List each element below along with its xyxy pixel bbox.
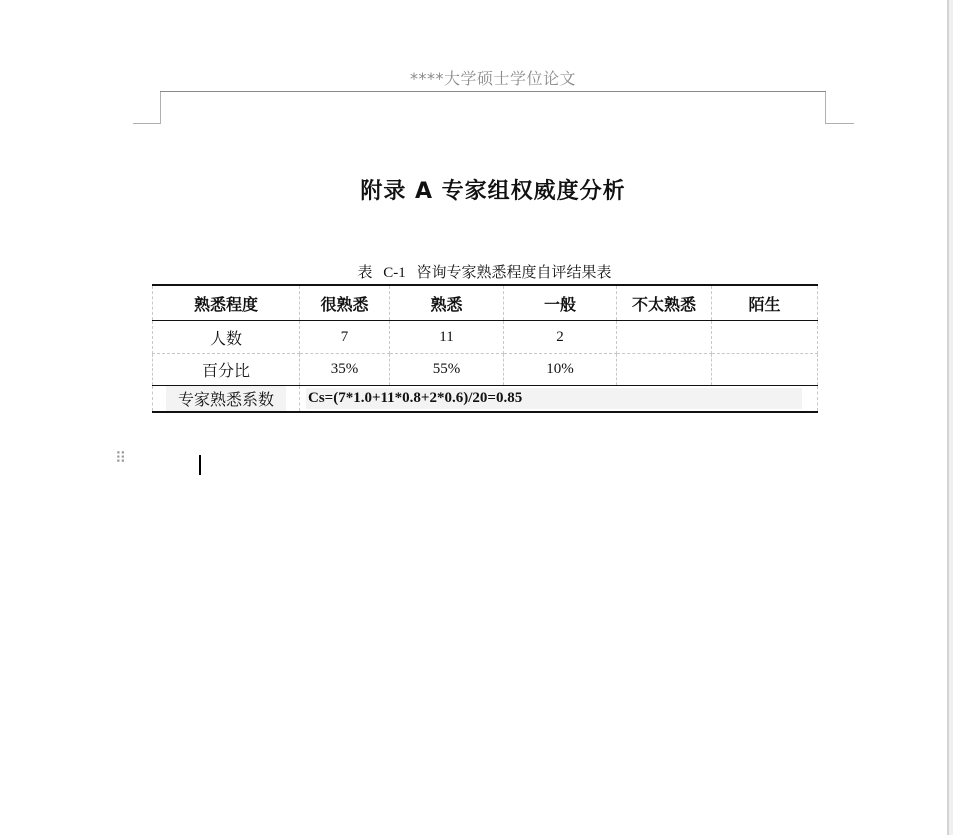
table-row-count (153, 321, 818, 354)
header-rule (160, 91, 826, 92)
header-cell[interactable]: 熟悉程度 (153, 285, 300, 321)
table-cell[interactable]: 35% (300, 354, 390, 386)
caption-text: 咨询专家熟悉程度自评结果表 (416, 263, 612, 281)
appendix-title[interactable]: 附录 A 专家组权威度分析 (360, 179, 626, 204)
header-cell[interactable]: 熟悉 (390, 285, 504, 321)
table-cell[interactable]: 10% (504, 354, 617, 386)
page-header-text: ****大学硕士学位论文 (409, 69, 576, 88)
coefficient-label: 专家熟悉系数 (166, 386, 286, 411)
header-cell[interactable]: 不太熟悉 (617, 285, 712, 321)
header-cell[interactable]: 一般 (504, 285, 617, 321)
caption-number: C-1 (383, 265, 406, 281)
header-cell[interactable]: 很熟悉 (300, 285, 390, 321)
crop-mark-left-vertical (160, 92, 161, 124)
table-cell[interactable]: 2 (504, 321, 617, 354)
table-cell[interactable]: 11 (390, 321, 504, 354)
caption-prefix: 表 (357, 263, 373, 281)
row-label[interactable]: 人数 (153, 321, 300, 354)
table-row-coefficient (153, 386, 818, 413)
coefficient-label-cell[interactable] (153, 386, 300, 413)
crop-mark-right-horizontal (825, 123, 854, 124)
row-label[interactable]: 百分比 (153, 354, 300, 386)
table-cell[interactable] (617, 354, 712, 386)
table-caption[interactable] (152, 261, 817, 282)
table-cell[interactable] (712, 321, 818, 354)
crop-mark-left-horizontal (133, 123, 161, 124)
coefficient-formula-cell[interactable] (300, 386, 818, 413)
drag-handle-icon[interactable]: ⠿ (115, 449, 126, 467)
table-cell[interactable]: 7 (300, 321, 390, 354)
page-scroll-gutter (949, 0, 953, 835)
crop-mark-right-vertical (825, 92, 826, 124)
table-cell[interactable]: 55% (390, 354, 504, 386)
table-header-row (153, 285, 818, 321)
table-cell[interactable] (712, 354, 818, 386)
text-cursor (199, 455, 201, 475)
familiarity-table[interactable] (152, 284, 818, 413)
table-cell[interactable] (617, 321, 712, 354)
header-cell[interactable]: 陌生 (712, 285, 818, 321)
table-row-percent (153, 354, 818, 386)
coefficient-formula: Cs=(7*1.0+11*0.8+2*0.6)/20=0.85 (306, 388, 802, 409)
